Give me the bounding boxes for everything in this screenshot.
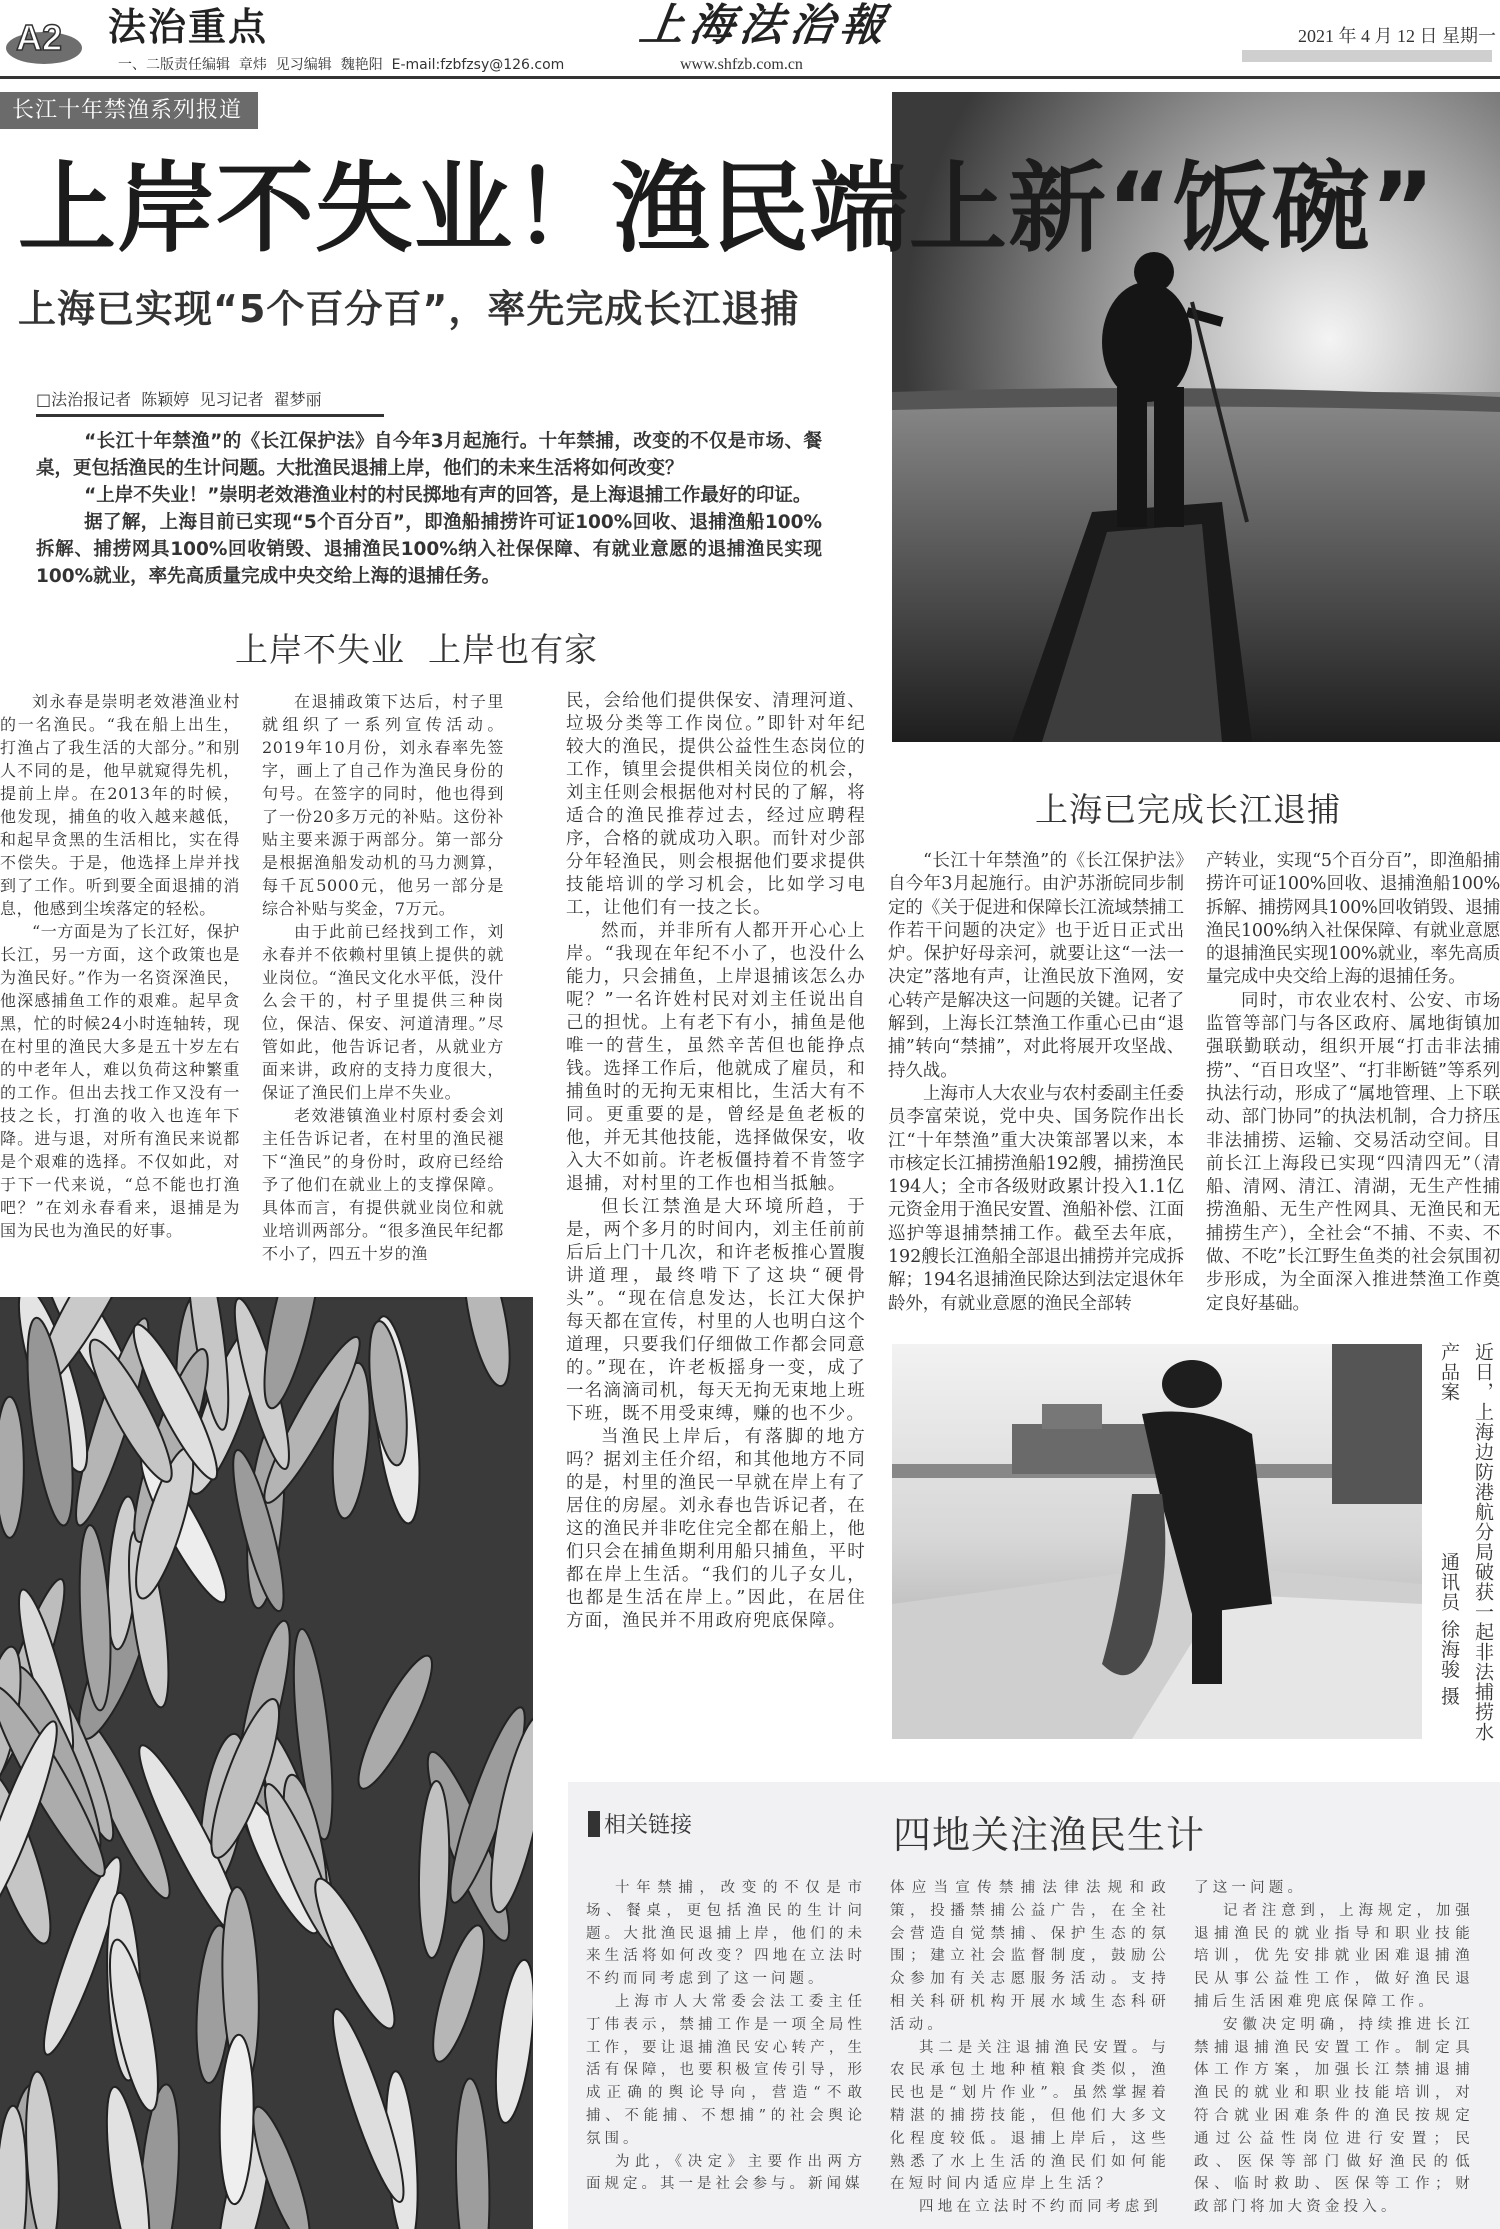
related-title: 四地关注渔民生计: [893, 1813, 1206, 1857]
boat-shape: [455, 1297, 519, 1390]
paragraph: 十年禁捕，改变的不仅是市场、餐桌，更包括渔民的生计问题。大批渔民退捕上岸，他们的未来生活将如何改变？四地在立法时不约而同考虑到了这一问题。: [586, 1880, 866, 1988]
article-column: [566, 690, 866, 1633]
editor-credits: 一、二版责任编辑 章炜 见习编辑 魏艳阳 E-mail:fzbfzsy@126.com: [118, 57, 565, 73]
article-column: [0, 690, 240, 1242]
boat-shape: [453, 2078, 492, 2229]
boat-shape: [303, 1872, 407, 2036]
paragraph: 刘永春是崇明老效港渔业村的一名渔民。“我在船上出生，打渔占了我生活的大部分。”和别人不同的是，他早就窥得先机，提前上岸。在2013年的时候，他发现，捕鱼的收入越来越低，和起早贪黑的生活相比，实在得不偿失。于是，他选择上岸并找到了工作。听到要全面退捕的消息，他感到尘埃落定的轻松。: [0, 692, 240, 918]
byline: □法治报记者 陈颖婷 见习记者 翟梦丽: [36, 390, 384, 417]
paragraph: 安徽决定明确，持续推进长江禁捕退捕渔民安置工作。制定具体工作方案，加强长江禁捕退捕渔民的就业和职业技能培训，对符合就业困难条件的渔民按规定通过公益性岗位进行安置；民政、医保等部门做好渔民的低保、临时救助、医保等工作；财政部门将加大资金投入。: [1194, 2016, 1474, 2216]
paragraph: 四地在立法时不约而同考虑到: [919, 2199, 1163, 2216]
paragraph: 产转业，实现“5个百分百”，即渔船捕捞许可证100%回收、退捕渔船100%拆解、捕捞网具100%回收销毁、退捕渔民100%纳入社保保障、有就业意愿的退捕渔民实现100%就业，率先高质量完成中央交给上海的退捕任务。: [1206, 851, 1500, 988]
related-column: [1194, 1877, 1474, 2219]
photo-credit: 通讯员 徐海骏 摄: [1438, 1552, 1460, 1707]
intro-paragraph: “长江十年禁渔”的《长江保护法》自今年3月起施行。十年禁捕，改变的不仅是市场、餐桌，更包括渔民的生计问题。大批渔民退捕上岸，他们的未来生活将如何改变？: [36, 431, 822, 479]
paragraph: 在退捕政策下达后，村子里就组织了一系列宣传活动。2019年10月份，刘永春率先签字，画上了自己作为渔民身份的句号。在签字的同时，他也得到了一份20多万元的补贴。这份补贴主要来源于两部分。第一部分是根据渔船发动机的马力测算，每千瓦5000元，他另一部分是综合补贴与奖金，7万元。: [262, 692, 504, 918]
article-column: [1206, 850, 1500, 1316]
article-subheading: 上岸不失业 上岸也有家: [235, 630, 598, 669]
paragraph: 其二是关注退捕渔民安置。与农民承包土地种植粮食类似，渔民也是“划片作业”。虽然掌握着精湛的捕捞技能，但他们大多文化程度较低。退捕上岸后，这些熟悉了水上生活的渔民们如何能在短时间内适应岸上生活？: [890, 2039, 1170, 2193]
paragraph: “长江十年禁渔”的《长江保护法》自今年3月起施行。由沪苏浙皖同步制定的《关于促进和保障长江流域禁捕工作若干问题的决定》也于近日正式出炉。保护好母亲河，就要让这“一法一决定”落地有声，让渔民放下渔网，安心转产是解决这一问题的关键。记者了解到，上海长江禁渔工作重心已由“退捕”转向“禁捕”，对此将展开攻坚战、持久战。: [888, 851, 1184, 1081]
section-title: 法治重点: [108, 5, 269, 49]
paragraph: 然而，并非所有人都开开心心上岸。“我现在年纪不小了，也没什么能力，只会捕鱼，上岸退捕该怎么办呢？”一名许姓村民对刘主任说出自己的担忧。上有老下有小，捕鱼是他唯一的营生，虽然辛苦但也能挣点钱。选择工作后，他就成了雇员，和捕鱼时的无拘无束相比，生活大有不同。更重要的是，曾经是鱼老板的他，并无其他技能，选择做保安，收入大不如前。许老板僵持着不肯签字退捕，对村里的工作也相当抵触。: [566, 921, 866, 1194]
boat-shape: [0, 1397, 24, 1538]
paragraph: 上海市人大常委会法工委主任丁伟表示，禁捕工作是一项全局性工作，要让退捕渔民安心转产，生活有保障，也要积极宣传引导，形成正确的舆论导向，营造“不敢捕、不能捕、不想捕”的社会舆论氛围。: [586, 1993, 866, 2147]
article-column: [888, 850, 1184, 1316]
article-column: [262, 690, 504, 1265]
paragraph: 上海市人大农业与农村委副主任委员李富荣说，党中央、国务院作出长江“十年禁渔”重大决策部署以来，本市核定长江捕捞渔船192艘，捕捞渔民194人；全市各级财政累计投入1.1亿元资金用于渔民安置、渔船补偿、江面巡护等退捕禁捕工作。截至去年底，192艘长江渔船全部退出捕捞并完成拆解；194名退捕渔民除达到法定退休年龄外，有就业意愿的渔民全部转: [888, 1083, 1184, 1314]
police-seizure-photo: [892, 1344, 1422, 1739]
header-divider: [0, 76, 1500, 79]
related-label: [588, 1808, 692, 1839]
paragraph: 同时，市农业农村、公安、市场监管等部门与各区政府、属地街镇加强联勤联动，组织开展“打击非法捕捞”、“百日攻坚”、“打非断链”等系列执法行动，形成了“属地管理、上下联动、部门协同”的执法机制，合力挤压非法捕捞、运输、交易活动空间。目前长江上海段已实现“四清四无”（清船、清网、清江、清湖，无生产性捕捞渔船、无生产性网具、无渔民和无捕捞生产），全社会“不捕、不卖、不做、不吃”长江野生鱼类的社会氛围初步形成，为全面深入推进禁渔工作奠定良好基础。: [1206, 990, 1500, 1314]
paragraph: 由于此前已经找到工作，刘永春并不依赖村里镇上提供的就业岗位。“渔民文化水平低，没什么会干的，村子里提供三种岗位，保洁、保安、河道清理。”尽管如此，他告诉记者，从就业方面来讲，政府的支持力度很大，保证了渔民们上岸不失业。: [262, 922, 504, 1102]
photo-caption: [1428, 1342, 1500, 1742]
related-links-box: [568, 1782, 1500, 2229]
paragraph: 为此，《决定》主要作出两方面规定。其一是社会参与。新闻媒: [586, 2153, 866, 2193]
paragraph: 但长江禁渔是大环境所趋，于是，两个多月的时间内，刘主任前前后后上门十几次，和许老板推心置腹讲道理，最终啃下了这块“硬骨头”。“现在信息发达，长江大保护每天都在宣传，村里的人也明白这个道理，只要我们仔细做工作都会同意的。”现在，许老板摇身一变，成了一名滴滴司机，每天无拘无束地上班下班，既不用受束缚，赚的也不少。: [566, 1197, 866, 1424]
aerial-boats-photo: [0, 1297, 533, 2229]
paragraph: 老效港镇渔业村原村委会刘主任告诉记者，在村里的渔民褪下“渔民”的身份时，政府已经给予了他们在就业上的支撑保障。具体而言，有提供就业岗位和就业培训两部分。“很多渔民年纪都不小了，四五十岁的渔: [262, 1106, 504, 1263]
page-badge-text: A2: [16, 17, 63, 58]
boat-shape: [417, 1781, 452, 1959]
newspaper-masthead-logo: 上海法治報: [636, 0, 894, 51]
lead-paragraphs: [36, 428, 822, 590]
related-column: [586, 1877, 866, 2196]
paragraph: 了这一问题。: [1194, 1880, 1307, 1896]
intro-paragraph: “上岸不失业！”崇明老效港渔业村的村民掷地有声的回答，是上海退捕工作最好的印证。: [84, 485, 812, 506]
page-number-badge: [4, 6, 96, 66]
intro-paragraph: 据了解，上海目前已实现“5个百分百”，即渔船捕捞许可证100%回收、退捕渔船100%拆解、捕捞网具100%回收销毁、退捕渔民100%纳入社保保障、有就业意愿的退捕渔民实现100%就业，率先高质量完成中央交给上海的退捕任务。: [36, 512, 822, 587]
paragraph: “一方面是为了长江好，保护长江，另一方面，这个政策也是为渔民好。”作为一名资深渔民，他深感捕鱼工作的艰难。起早贪黑，忙的时候24小时连轴转，现在村里的渔民大多是五十岁左右的中老年人，难以负荷这种繁重的工作。但出去找工作又没有一技之长，打渔的收入也连年下降。进与退，对所有渔民来说都是个艰难的选择。不仅如此，对于下一代来说，“总不能也打渔吧？”在刘永春看来，退捕是为国为民也为渔民的好事。: [0, 922, 240, 1240]
subheadline: 上海已实现“5个百分百”，率先完成长江退捕: [18, 287, 800, 331]
related-label-text: 相关链接: [604, 1813, 693, 1838]
paragraph: 当渔民上岸后，有落脚的地方吗？据刘主任介绍，和其他地方不同的是，村里的渔民一早就在岸上有了居住的房屋。刘永春也告诉记者，在这的渔民并非吃住完全都在船上，他们只会在捕鱼期利用船只捕鱼，平时都在岸上生活。“我们的儿子女儿，也都是生活在岸上。”因此，在居住方面，渔民并不用政府兜底保障。: [566, 1427, 866, 1631]
paragraph: 体应当宣传禁捕法律法规和政策，投播禁捕公益广告，在全社会营造自觉禁捕、保护生态的氛围；建立社会监督制度，鼓励公众参加有关志愿服务活动。支持相关科研机构开展水域生态科研活动。: [890, 1880, 1170, 2033]
caption-text: 近日，上海边防港航分局破获一起非法捕捞水产品案: [1438, 1342, 1494, 1742]
issue-date: 2021 年 4 月 12 日 星期一: [1298, 26, 1496, 46]
main-headline: 上岸不失业！渔民端上新“饭碗”: [18, 152, 1436, 266]
paragraph: 记者注意到，上海规定，加强退捕渔民的就业指导和职业技能培训，优先安排就业困难退捕渔民从事公益性工作，做好渔民退捕后生活困难兜底保障工作。: [1194, 1902, 1474, 2010]
boat-shape: [489, 1958, 533, 2125]
paragraph: 民，会给他们提供保安、清理河道、垃圾分类等工作岗位。”即针对年纪较大的渔民，提供公益性生态岗位的工作，镇里会提供相关岗位的机会，刘主任则会根据他对村民的了解，将适合的渔民推荐过去，经过应聘程序，合格的就成功入职。而针对少部分年轻渔民，则会根据他们要求提供技能培训的学习机会，比如学习电工，让他们有一技之长。: [566, 691, 866, 918]
boat-shape: [75, 1524, 114, 1711]
decorative-bar: [1242, 50, 1492, 62]
square-bullet-icon: [588, 1811, 600, 1837]
website-link[interactable]: www.shfzb.com.cn: [680, 56, 803, 73]
series-tag: 长江十年禁渔系列报道: [0, 92, 258, 129]
article-heading: 上海已完成长江退捕: [1035, 790, 1341, 829]
related-column: [890, 1877, 1170, 2219]
